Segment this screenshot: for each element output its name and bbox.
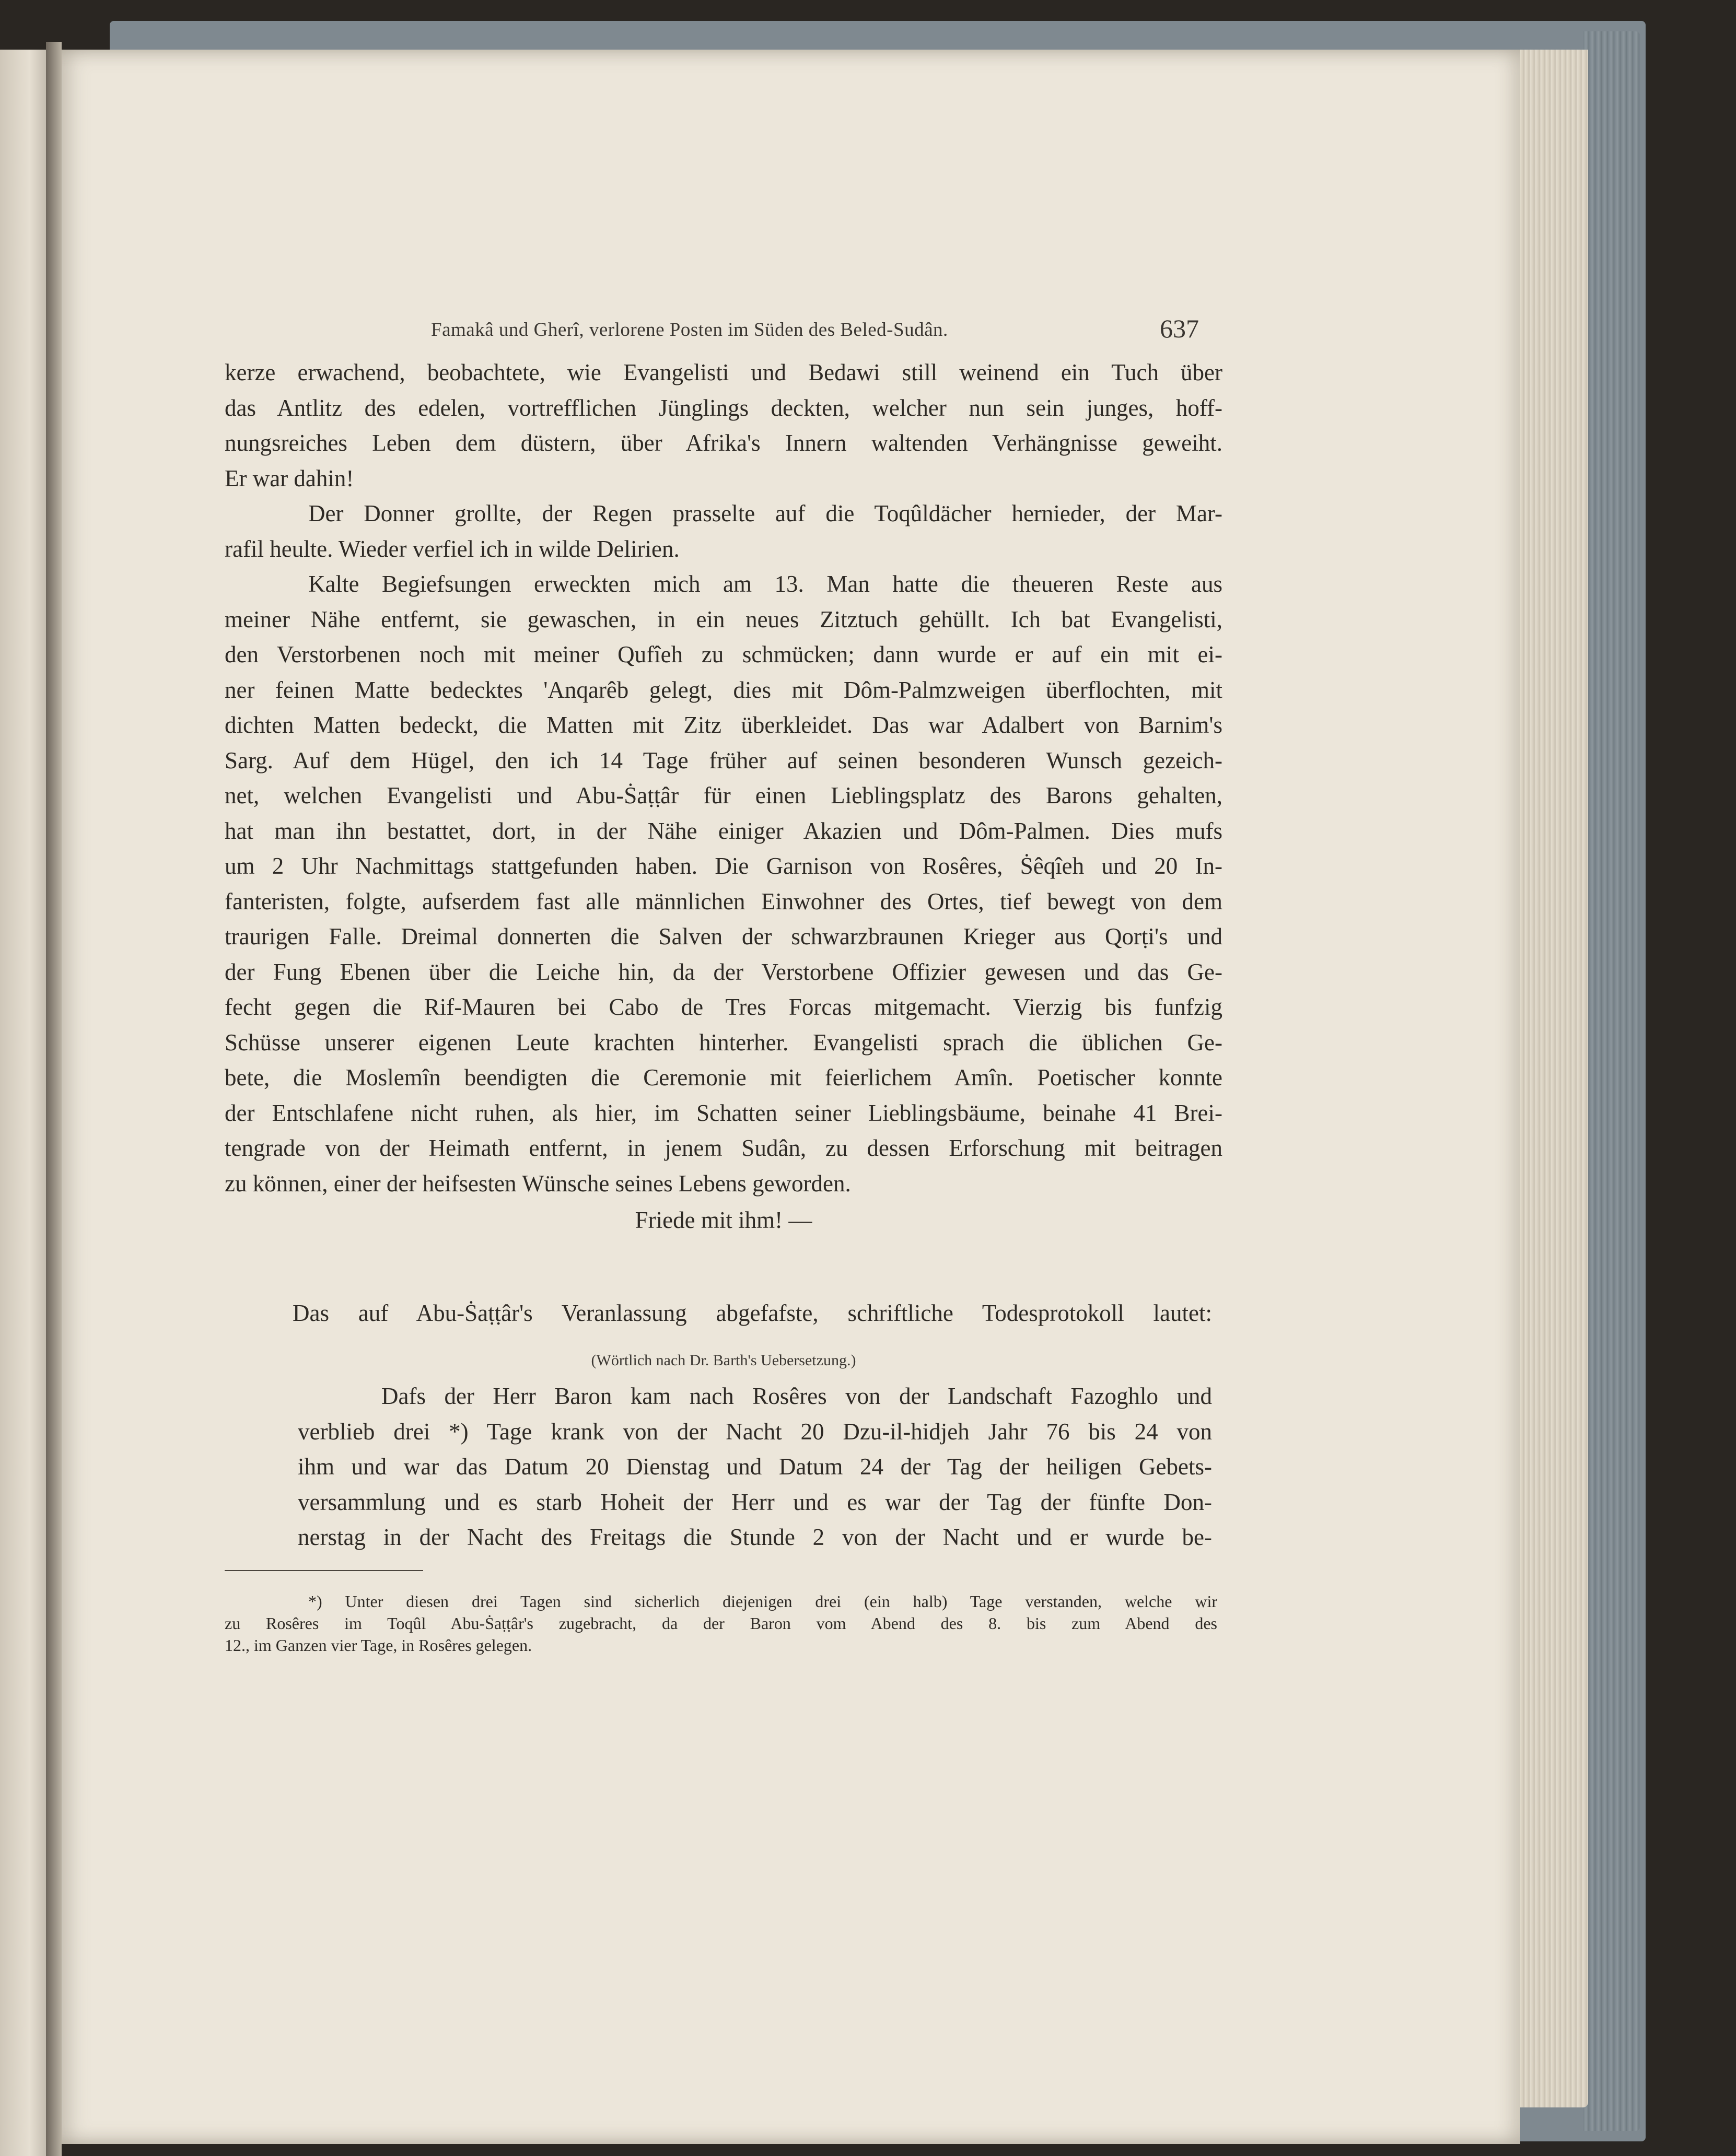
text-line: nerstag in der Nacht des Freitags die Stunde 2 von der Nacht und er wurde be- (298, 1524, 1212, 1550)
text-line: das Antlitz des edelen, vortrefflichen Jünglings deckten, welcher nun sein junges, hoff- (225, 394, 1222, 421)
text-line: Kalte Begiefsungen erweckten mich am 13. Man hatte die theueren Reste aus (308, 571, 1222, 597)
book-gutter (46, 42, 62, 2156)
text-line: der Fung Ebenen über die Leiche hin, da der Verstorbene Offizier gewesen und das Ge- (225, 958, 1222, 985)
body-paragraphs (225, 355, 1222, 1201)
running-header: Famakâ und Gherî, verlorene Posten im Süden des Beled-Sudân. (431, 319, 948, 341)
text-line: meiner Nähe entfernt, sie gewaschen, in ein neues Zitztuch gehüllt. Ich bat Evangelisti, (225, 606, 1222, 632)
text-line: traurigen Falle. Dreimal donnerten die Salven der schwarzbraunen Krieger aus Qorṭi's und (225, 923, 1222, 950)
page-number: 637 (1160, 314, 1199, 343)
text-line: ner feinen Matte bedecktes 'Anqarêb gelegt, dies mit Dôm-Palmzweigen überflochten, mit (225, 676, 1222, 703)
text-line: fanteristen, folgte, aufserdem fast alle männlichen Einwohner des Ortes, tief bewegt von dem (225, 888, 1222, 915)
text-line: der Entschlafene nicht ruhen, als hier, im Schatten seiner Lieblingsbäume, beinahe 41 Brei- (225, 1099, 1222, 1126)
protocol-text (298, 1379, 1212, 1555)
text-line: net, welchen Evangelisti und Abu-Ṡaṭṭâr für einen Lieblingsplatz des Barons gehalten, (225, 782, 1222, 809)
text-line: kerze erwachend, beobachtete, wie Evangelisti und Bedawi still weinend ein Tuch über (225, 359, 1222, 385)
text-line: Er war dahin! (225, 465, 354, 491)
text-line: ihm und war das Datum 20 Dienstag und Datum 24 der Tag der heiligen Gebets- (298, 1454, 1212, 1480)
page-stack-edges (1515, 50, 1588, 2107)
closing-line: Friede mit ihm! — (635, 1207, 812, 1233)
translation-note: (Wörtlich nach Dr. Barth's Uebersetzung.) (591, 1352, 856, 1369)
facing-page-edge (0, 50, 50, 2156)
footnote-line: 12., im Ganzen vier Tage, in Rosêres gelegen. (225, 1636, 532, 1655)
text-line: zu können, einer der heifsesten Wünsche seines Lebens geworden. (225, 1170, 851, 1197)
text-line: fecht gegen die Rif-Mauren bei Cabo de Tres Forcas mitgemacht. Vierzig bis funfzig (225, 994, 1222, 1020)
text-line: dichten Matten bedeckt, die Matten mit Zitz überkleidet. Das war Adalbert von Barnim's (225, 712, 1222, 738)
text-line: tengrade von der Heimath entfernt, in jenem Sudân, zu dessen Erforschung mit beitragen (225, 1135, 1222, 1161)
text-line: rafil heulte. Wieder verfiel ich in wilde Delirien. (225, 535, 680, 562)
footnote-line: zu Rosêres im Toqûl Abu-Ṡaṭṭâr's zugebracht, da der Baron vom Abend des 8. bis zum Abend des (225, 1614, 1217, 1633)
footnote-rule (225, 1570, 423, 1571)
text-line: hat man ihn bestattet, dort, in der Nähe einiger Akazien und Dôm-Palmen. Dies mufs (225, 817, 1222, 844)
text-line: versammlung und es starb Hoheit der Herr und es war der Tag der fünfte Don- (298, 1489, 1212, 1515)
protocol-intro: Das auf Abu-Ṡaṭṭâr's Veranlassung abgefafste, schriftliche Todesprotokoll lautet: (293, 1300, 1212, 1326)
text-line: bete, die Moslemîn beendigten die Ceremonie mit feierlichem Amîn. Poetischer konnte (225, 1064, 1222, 1091)
text-line: den Verstorbenen noch mit meiner Qufîeh zu schmücken; dann wurde er auf ein mit ei- (225, 641, 1222, 667)
text-line: um 2 Uhr Nachmittags stattgefunden haben. Die Garnison von Rosêres, Ṡêqîeh und 20 In- (225, 853, 1222, 879)
footnote (225, 1590, 1217, 1656)
text-line: Sarg. Auf dem Hügel, den ich 14 Tage früher auf seinen besonderen Wunsch gezeich- (225, 747, 1222, 774)
footnote-line: *) Unter diesen drei Tagen sind sicherlich diejenigen drei (ein halb) Tage verstanden, welche wir (308, 1592, 1217, 1611)
text-line: nungsreiches Leben dem düstern, über Afrika's Innern waltenden Verhängnisse geweiht. (225, 430, 1222, 456)
text-line: verblieb drei *) Tage krank von der Nacht 20 Dzu-il-hidjeh Jahr 76 bis 24 von (298, 1418, 1212, 1445)
text-line: Dafs der Herr Baron kam nach Rosêres von der Landschaft Fazoghlo und (381, 1383, 1212, 1409)
text-line: Schüsse unserer eigenen Leute krachten hinterher. Evangelisti sprach die üblichen Ge- (225, 1029, 1222, 1056)
text-line: Der Donner grollte, der Regen prasselte auf die Toqûldächer hernieder, der Mar- (308, 500, 1222, 526)
book-cover-edge (1583, 31, 1640, 2131)
